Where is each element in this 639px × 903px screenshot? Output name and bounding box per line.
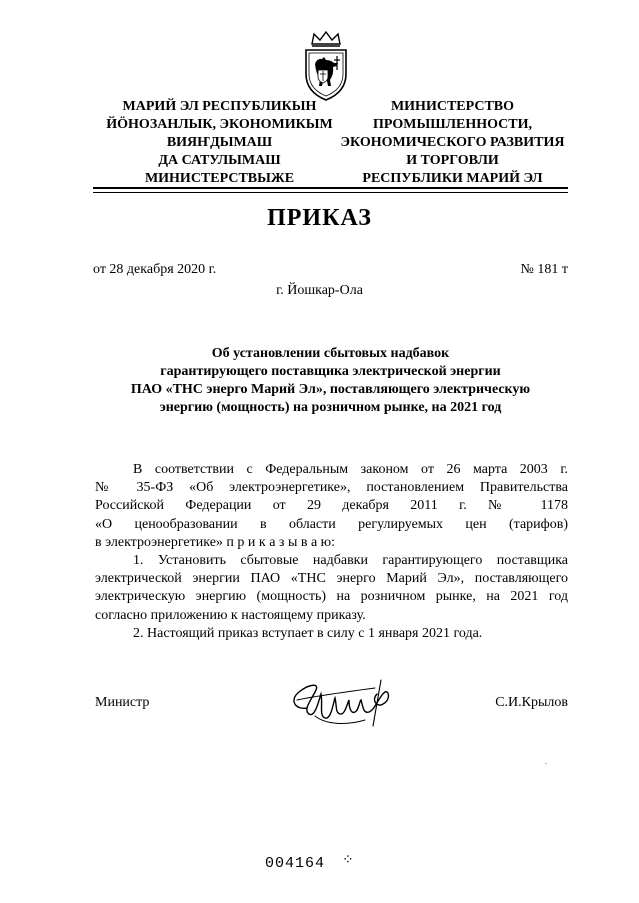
body-line: электрическую энергию (мощность) на розничном рынке, на 2021 год <box>95 589 568 605</box>
header-right-line: МИНИСТЕРСТВО <box>390 99 515 114</box>
body-line: В соответствии с Федеральным законом от 26 марта 2003 г. <box>133 462 568 477</box>
header-left-block <box>92 98 347 188</box>
body-line: электрической энергии ПАО «ТНС энерго Марий Эл», поставляющего <box>95 571 568 587</box>
header-left-line: ЙӦНОЗАНЛЫК, ЭКОНОМИКЫМ <box>106 117 333 132</box>
document-body <box>95 461 568 643</box>
header-right-line: ПРОМЫШЛЕННОСТИ, <box>372 117 533 132</box>
body-line: «О ценообразовании в области регулируемых цен (тарифов) <box>95 516 568 532</box>
header-right-block <box>330 98 575 188</box>
header-left-line: МИНИСТЕРСТВЫЖЕ <box>144 171 295 186</box>
document-type-title: ПРИКАЗ <box>267 205 372 231</box>
header-left-line: ДА САТУЛЫМАШ <box>158 153 281 168</box>
subject-line: Об установлении сбытовых надбавок <box>211 346 450 361</box>
subject-line: энергию (мощность) на розничном рынке, на 2021 год <box>159 400 502 415</box>
subject-line: гарантирующего поставщика электрической энергии <box>160 364 501 379</box>
subject-line: ПАО «ТНС энерго Марий Эл», поставляющего электрическую <box>130 382 531 397</box>
document-subject <box>93 345 568 417</box>
header-divider-thick <box>93 187 568 189</box>
handwritten-signature <box>285 670 400 730</box>
body-line: 1. Установить сбытовые надбавки гарантирующего поставщика <box>133 553 568 569</box>
document-city: г. Йошкар-Ола <box>276 283 363 298</box>
header-divider-thin <box>93 192 568 193</box>
header-right-line: ЭКОНОМИЧЕСКОГО РАЗВИТИЯ <box>340 135 565 150</box>
coat-of-arms-emblem <box>300 30 352 102</box>
serial-mark-icon: ⁘ <box>342 853 354 868</box>
signatory-role: Министр <box>95 695 150 710</box>
header-right-line: РЕСПУБЛИКИ МАРИЙ ЭЛ <box>362 171 543 186</box>
document-number: № 181 т <box>520 262 568 277</box>
body-line: № 35-ФЗ «Об электроэнергетике», постановлением Правительства <box>95 480 568 496</box>
header-left-line: МАРИЙ ЭЛ РЕСПУБЛИКЫН <box>122 99 317 114</box>
header-left-line: ВИЯҤДЫМАШ <box>166 135 273 150</box>
document-date: от 28 декабря 2020 г. <box>93 262 217 277</box>
signatory-name: С.И.Крылов <box>495 695 568 710</box>
body-line: согласно приложению к настоящему приказу. <box>95 607 366 623</box>
scan-speck <box>545 763 547 764</box>
body-line: 2. Настоящий приказ вступает в силу с 1 января 2021 года. <box>133 625 483 641</box>
body-line: в электроэнергетике» п р и к а з ы в а ю: <box>95 534 336 550</box>
body-line: Российской Федерации от 29 декабря 2011 г. № 1178 <box>95 498 568 514</box>
serial-number: 004164 <box>265 855 326 872</box>
header-right-line: И ТОРГОВЛИ <box>406 153 499 168</box>
